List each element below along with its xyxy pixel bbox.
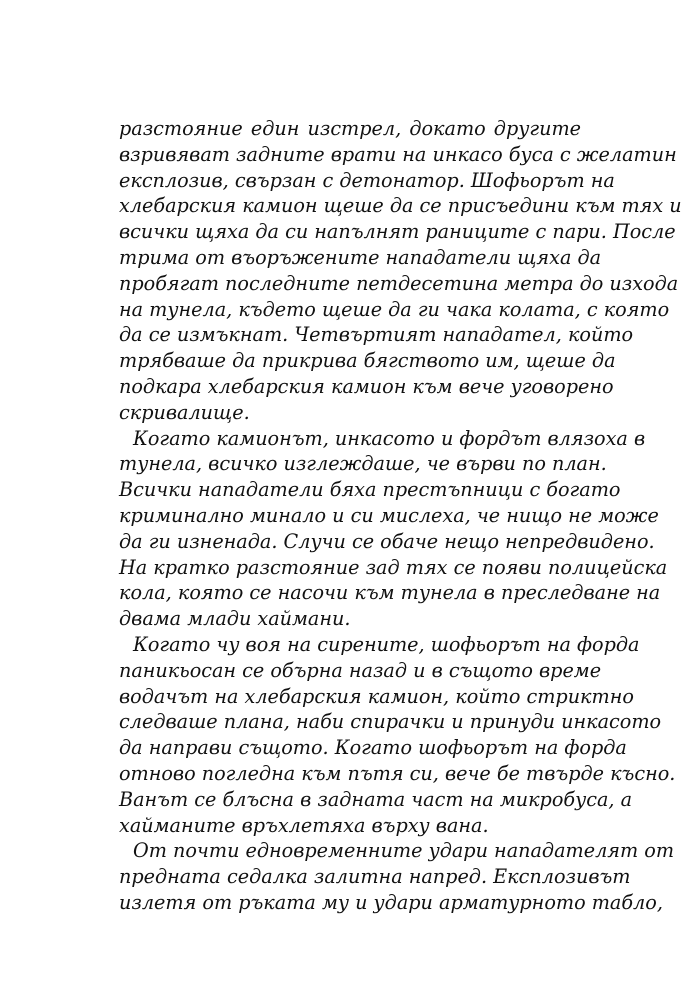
text-line: От почти едновременните удари нападателят от xyxy=(133,839,675,863)
text-line: на тунела, където щеше да ги чака колата, с която xyxy=(119,297,670,321)
paragraph-2 xyxy=(119,426,668,632)
paragraph-1 xyxy=(119,116,682,426)
text-line: двама млади хаймани. xyxy=(119,607,351,631)
text-line: подкара хлебарския камион към вече уговорено xyxy=(119,374,614,398)
text-line: хлебарския камион щеше да се присъедини към тях и xyxy=(119,194,682,218)
text-line: скривалище. xyxy=(119,400,250,424)
body-text xyxy=(119,116,682,916)
text-line: да ги изненада. Случи се обаче нещо непредвидено. xyxy=(119,529,655,553)
text-line: предната седалка залитна напред. Експлозивът xyxy=(119,865,631,889)
text-line: експлозив, свързан с детонатор. Шофьорът на xyxy=(119,168,615,192)
text-line: Когато камионът, инкасото и фордът влязоха в xyxy=(133,426,646,450)
text-line: трябваше да прикрива бягството им, щеше да xyxy=(119,349,616,373)
text-line: следваше плана, наби спирачки и принуди инкасото xyxy=(119,710,662,734)
text-line: криминално минало и си мислеха, че нищо не може xyxy=(119,503,659,527)
text-line: Ванът се блъсна в задната част на микробуса, а xyxy=(119,787,633,811)
text-line: взривяват задните врати на инкасо буса с желатин xyxy=(119,142,677,166)
text-line: кола, която се насочи към тунела в преследване на xyxy=(119,581,661,605)
paragraph-3 xyxy=(119,632,676,838)
text-line: водачът на хлебарския камион, който стриктно xyxy=(119,684,634,708)
paragraph-4 xyxy=(119,838,675,915)
text-line: хайманите връхлетяха върху вана. xyxy=(119,813,489,837)
text-line: излетя от ръката му и удари арматурното табло, xyxy=(119,890,663,914)
text-line: Всички нападатели бяха престъпници с богато xyxy=(119,478,621,502)
text-line: да направи същото. Когато шофьорът на форда xyxy=(119,736,627,760)
text-line: отново погледна към пътя си, вече бе твърде късно. xyxy=(119,761,676,785)
text-line: трима от въоръжените нападатели щяха да xyxy=(119,245,602,269)
text-line: тунела, всичко изглеждаше, че върви по план. xyxy=(119,452,607,476)
text-line: всички щяха да си напълнят раниците с пари. После xyxy=(119,220,676,244)
text-line: да се измъкнат. Четвъртият нападател, който xyxy=(119,323,634,347)
text-line: пробягат последните петдесетина метра до изхода xyxy=(119,271,679,295)
text-line: На кратко разстояние зад тях се появи полицейска xyxy=(119,555,668,579)
text-line: паникьосан се обърна назад и в същото време xyxy=(119,658,602,682)
text-line: разстояние един изстрел, докато другите xyxy=(119,117,581,140)
text-line: Когато чу воя на сирените, шофьорът на форда xyxy=(133,632,640,656)
